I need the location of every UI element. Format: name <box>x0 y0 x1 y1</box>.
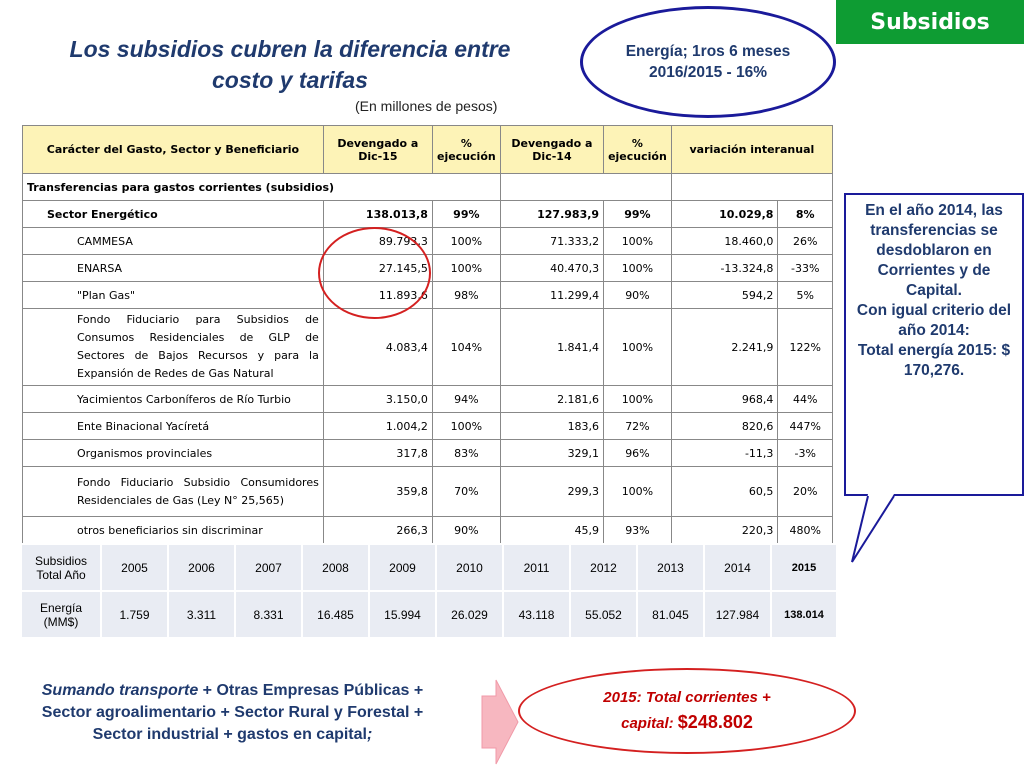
callout-tail <box>850 494 910 564</box>
table-row: Yacimientos Carboníferos de Río Turbio 3.150,0 94% 2.181,6 100% 968,4 44% <box>23 386 833 413</box>
table-row: Fondo Fiduciario para Subsidios de Consumos Residenciales de GLP de Sectores de Bajos Recursos y para la Expansión de Redes de Gas Natural 4.083,4 104% 1.841,4 100% 2.241,9 122% <box>23 309 833 386</box>
table-row: Energía (MM$) 1.759 3.311 8.331 16.485 15.994 26.029 43.118 55.052 81.045 127.984 138.014 <box>21 591 837 638</box>
section-title: Transferencias para gastos corrientes (subsidios) <box>23 174 501 201</box>
unit-note: (En millones de pesos) <box>355 98 498 114</box>
table-section-row <box>23 174 833 201</box>
yearly-subsidies-table <box>20 543 838 639</box>
col-header: variación interanual <box>671 126 832 174</box>
col-header: % ejecución <box>432 126 500 174</box>
highlight-circle <box>318 227 431 319</box>
col-header: Carácter del Gasto, Sector y Beneficiario <box>23 126 324 174</box>
total-line2: capital: $248.802 <box>621 712 753 732</box>
table-row: Ente Binacional Yacíretá 1.004,2 100% 183,6 72% 820,6 447% <box>23 413 833 440</box>
energy-note-ellipse <box>580 6 836 118</box>
total-amount: $248.802 <box>677 712 753 732</box>
section-tag: Subsidios <box>836 0 1024 44</box>
table-row: otros beneficiarios sin discriminar 266,3 90% 45,9 93% 220,3 480% <box>23 517 833 544</box>
table-row: Organismos provinciales 317,8 83% 329,1 96% -11,3 -3% <box>23 440 833 467</box>
callout-text: Con igual criterio del año 2014: <box>856 302 1012 339</box>
callout-text: En el año 2014, las transferencias se desdoblaron en Corrientes y de Capital. <box>865 202 1003 299</box>
col-header: Devengado a Dic-14 <box>500 126 603 174</box>
table-row: CAMMESA 89.793,3 100% 71.333,2 100% 18.460,0 26% <box>23 228 833 255</box>
table-row: ENARSA 27.145,5 100% 40.470,3 100% -13.324,8 -33% <box>23 255 833 282</box>
right-arrow-icon <box>480 678 520 766</box>
energy-note-text: Energía; 1ros 6 meses 2016/2015 - 16% <box>625 43 791 81</box>
subsidies-table <box>22 125 833 544</box>
col-header: Devengado a Dic-15 <box>323 126 432 174</box>
col-header: % ejecución <box>604 126 672 174</box>
table-row: Subsidios Total Año 2005 2006 2007 2008 2009 2010 2011 2012 2013 2014 2015 <box>21 544 837 591</box>
table-row: "Plan Gas" 11.893,6 98% 11.299,4 90% 594,2 5% <box>23 282 833 309</box>
total-line1: 2015: Total corrientes + <box>603 689 771 706</box>
callout-box <box>844 193 1024 496</box>
table-row: Fondo Fiduciario Subsidio Consumidores Residenciales de Gas (Ley N° 25,565) 359,8 70% 299,3 100% 60,5 20% <box>23 467 833 517</box>
table-header-row <box>23 126 833 174</box>
bottom-summary: Sumando transporte + Otras Empresas Públicas + Sector agroalimentario + Sector Rural y Forestal + Sector industrial + gastos en capital; <box>41 682 424 743</box>
total-ellipse <box>518 668 856 754</box>
subsidies-table-wrap <box>22 125 833 537</box>
callout-text: Total energía 2015: $ 170,276. <box>857 342 1011 379</box>
table-row: Sector Energético 138.013,8 99% 127.983,9 99% 10.029,8 8% <box>23 201 833 228</box>
page-title: Los subsidios cubren la diferencia entre costo y tarifas <box>69 36 511 93</box>
